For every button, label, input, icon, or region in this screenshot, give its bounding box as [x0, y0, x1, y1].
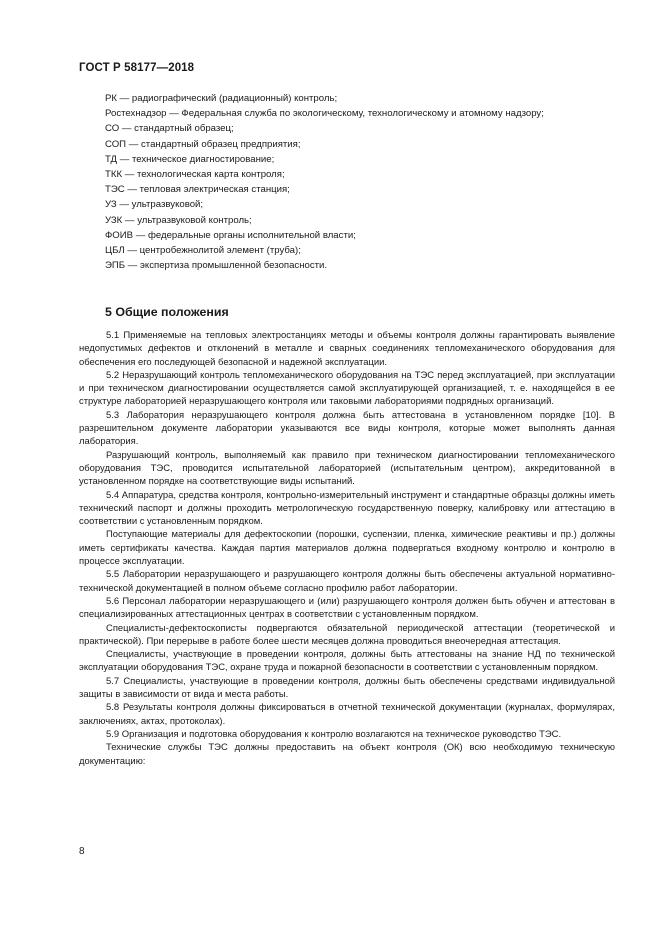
- list-item: СО — стандартный образец;: [105, 123, 234, 135]
- list-item: СОП — стандартный образец предприятия;: [105, 138, 301, 150]
- paragraph: 5.1 Применяемые на тепловых электростанциях методы и объемы контроля должны гарантировать выявление недопустимых дефектов и отклонений в металле и сварных соединениях тепломеханического оборудования для обеспечения его последующей безопасной и надежной эксплуатации.: [79, 330, 615, 368]
- abbreviation-list: [105, 91, 625, 273]
- paragraph: 5.3 Лаборатория неразрушающего контроля должна быть аттестована в установленном порядке [10]. В разрешительном документе лаборатории указываются все виды контроля, которые может выполнять данная лаборатория.: [79, 409, 615, 448]
- list-item: Ростехнадзор — Федеральная служба по экологическому, технологическому и атомному надзору;: [105, 108, 544, 120]
- section-title: 5 Общие положения: [105, 305, 229, 319]
- paragraph: 5.5 Лаборатории неразрушающего и разрушающего контроля должны быть обеспечены актуальной нормативно-технической документацией в полном объеме согласно профилю работ лаборатории.: [79, 569, 615, 594]
- section-body: [79, 329, 615, 768]
- paragraph: Поступающие материалы для дефектоскопии (порошки, суспензии, пленка, химические реактивы и пр.) должны иметь сертификаты качества. Каждая партия материалов должна подвергаться входному контролю и контролю в процессе эксплуатации.: [79, 529, 615, 568]
- paragraph: Разрушающий контроль, выполняемый как правило при техническом диагностировании тепломеханического оборудования ТЭС, проводится испытательной лабораторией (испытательным центром), аккредитованной в установленном порядке на соответствующие виды испытаний.: [79, 449, 615, 488]
- paragraph: 5.9 Организация и подготовка оборудования к контролю возлагаются на техническое руководство ТЭС.: [106, 728, 562, 740]
- list-item: УЗК — ультразвуковой контроль;: [105, 214, 252, 226]
- list-item: ФОИВ — федеральные органы исполнительной власти;: [105, 229, 356, 241]
- page-header: ГОСТ Р 58177—2018: [79, 62, 195, 74]
- list-item: ТКК — технологическая карта контроля;: [105, 169, 285, 181]
- paragraph: Специалисты-дефектоскописты подвергаются обязательной периодической аттестации (теоретической и практической). При перерыве в работе более шести месяцев должна проводиться внеочередная аттестация.: [79, 622, 615, 647]
- page-number: 8: [79, 846, 85, 857]
- paragraph: Специалисты, участвующие в проведении контроля, должны быть аттестованы на знание НД по технической эксплуатации оборудования ТЭС, охране труда и пожарной безопасности в соответствии с установленным порядком.: [79, 649, 615, 674]
- list-item: ЦБЛ — центробежнолитой элемент (труба);: [105, 245, 301, 257]
- paragraph: 5.6 Персонал лаборатории неразрушающего и (или) разрушающего контроля должен быть обучен и аттестован в специализированных аттестационных центрах в соответствии с установленным порядком.: [79, 595, 615, 621]
- list-item: ТД — техническое диагностирование;: [105, 153, 275, 165]
- list-item: УЗ — ультразвуковой;: [105, 199, 204, 211]
- list-item: ТЭС — тепловая электрическая станция;: [105, 184, 290, 196]
- paragraph: 5.4 Аппаратура, средства контроля, контрольно-измерительный инструмент и стандартные образцы должны иметь технический паспорт и должны проходить метрологическую государственную поверку, калибровку или аттестацию в соответствии с установленным порядком.: [79, 489, 615, 528]
- list-item: РК — радиографический (радиационный) контроль;: [105, 93, 338, 104]
- paragraph: 5.7 Специалисты, участвующие в проведении контроля, должны быть обеспечены средствами индивидуальной защиты в зависимости от вида и места работы.: [79, 675, 615, 701]
- paragraph: 5.8 Результаты контроля должны фиксироваться в отчетной технической документации (журналах, формулярах, заключениях, актах, протоколах).: [79, 702, 615, 727]
- paragraph: 5.2 Неразрушающий контроль тепломеханического оборудования на ТЭС перед эксплуатацией, при эксплуатации и при техническом диагностировании осуществляется самой эксплуатирующей организацией, т. е. находящейся в ее структуре лабораторией неразрушающего контроля или таковыми лабораториями подрядных организаций.: [79, 369, 615, 408]
- paragraph: Технические службы ТЭС должны предоставить на объект контроля (ОК) всю необходимую техническую документацию:: [79, 742, 615, 767]
- list-item: ЭПБ — экспертиза промышленной безопасности.: [105, 260, 328, 272]
